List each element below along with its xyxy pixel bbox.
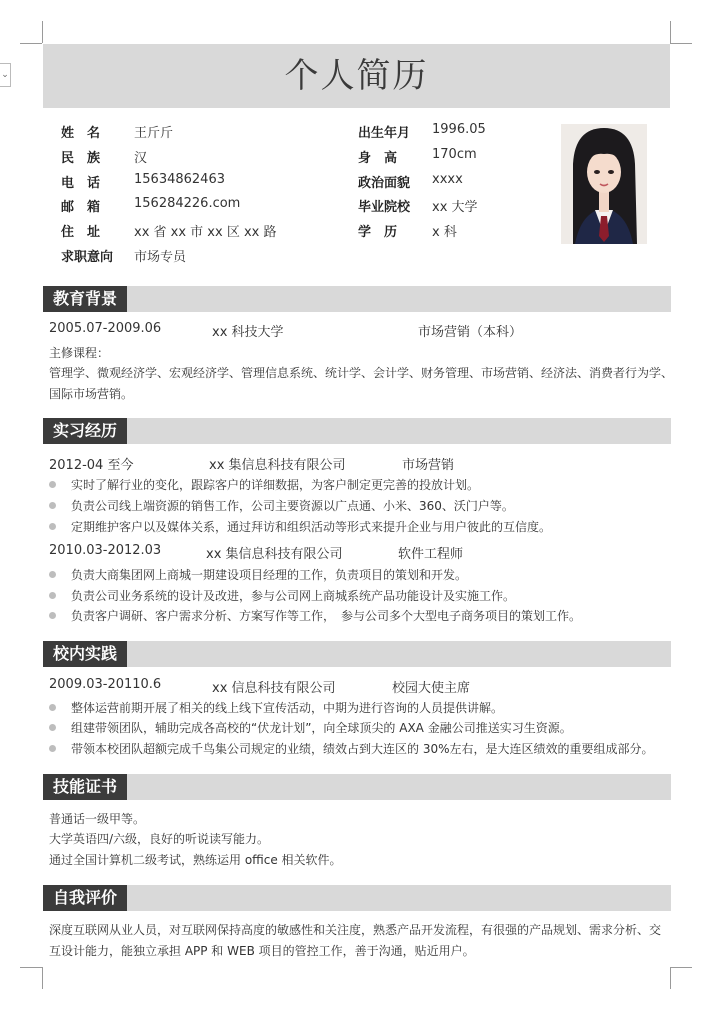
job-period: 2010.03-2012.03 <box>49 543 162 558</box>
section-campus-header <box>43 641 671 667</box>
chevron-down-icon[interactable]: ⌄ <box>0 63 11 87</box>
info-label-email: 邮 箱 <box>61 200 101 215</box>
education-courses-line: 管理学、微观经济学、宏观经济学、管理信息系统、统计学、会计学、财务管理、市场营销、经济法、消费者行为学、 <box>49 366 674 380</box>
list-item <box>49 476 479 493</box>
list-item <box>49 587 515 604</box>
skill-line: 通过全国计算机二级考试，熟练运用 office 相关软件。 <box>49 853 342 867</box>
campus-role: 校园大使主席 <box>392 681 471 696</box>
portrait-illustration <box>561 124 647 244</box>
bullet-dot <box>49 523 56 530</box>
section-self-eval-title: 自我评价 <box>43 885 127 911</box>
list-item-text: 负责公司业务系统的设计及改进，参与公司网上商城系统产品功能设计及实施工作。 <box>71 589 516 603</box>
section-internship-title: 实习经历 <box>43 418 127 444</box>
info-label-political: 政治面貌 <box>358 176 411 191</box>
info-label-objective: 求职意向 <box>61 250 114 265</box>
portrait-photo <box>561 124 647 244</box>
skill-line: 普通话一级甲等。 <box>49 812 146 826</box>
list-item-text: 实时了解行业的变化，跟踪客户的详细数据，为客户制定更完善的投放计划。 <box>71 478 480 492</box>
list-item-text: 负责公司线上端资源的销售工作，公司主要资源以广点通、小米、360、沃门户等。 <box>71 499 514 513</box>
education-school: xx 科技大学 <box>212 325 284 340</box>
info-label-name: 姓 名 <box>61 126 101 141</box>
crop-mark <box>42 967 43 989</box>
list-item-text: 负责客户调研、客户需求分析、方案写作等工作， 参与公司多个大型电子商务项目的策划工作。 <box>71 609 582 623</box>
info-value-email: 156284226.com <box>134 196 241 211</box>
info-value-height: 170cm <box>432 147 477 162</box>
crop-mark <box>670 967 692 968</box>
info-value-degree: x 科 <box>432 225 457 240</box>
list-item-text: 负责大商集团网上商城一期建设项目经理的工作，负责项目的策划和开发。 <box>71 568 468 582</box>
crop-mark <box>670 21 671 43</box>
page-title: 个人简历 <box>43 44 670 108</box>
job-role: 市场营销 <box>402 458 455 473</box>
section-education-title: 教育背景 <box>43 286 127 312</box>
crop-mark <box>670 43 692 44</box>
bullet-dot <box>49 502 56 509</box>
section-education-header <box>43 286 671 312</box>
info-label-address: 住 址 <box>61 225 101 240</box>
education-major: 市场营销（本科） <box>418 325 523 340</box>
info-label-height: 身 高 <box>358 151 398 166</box>
info-value-political: xxxx <box>432 172 463 187</box>
list-item <box>49 497 514 514</box>
campus-period: 2009.03-20110.6 <box>49 677 162 692</box>
job-company: xx 集信息科技有限公司 <box>209 458 346 473</box>
crop-mark <box>20 967 42 968</box>
campus-company: xx 信息科技有限公司 <box>212 681 336 696</box>
bullet-dot <box>49 612 56 619</box>
section-self-eval-header <box>43 885 671 911</box>
bullet-dot <box>49 724 56 731</box>
bullet-dot <box>49 745 56 752</box>
list-item <box>49 719 572 736</box>
bullet-dot <box>49 704 56 711</box>
info-label-phone: 电 话 <box>61 176 101 191</box>
job-role: 软件工程师 <box>398 547 464 562</box>
info-label-ethnicity: 民 族 <box>61 151 101 166</box>
list-item <box>49 518 551 535</box>
info-value-name: 王斤斤 <box>134 126 174 141</box>
info-value-address: xx 省 xx 市 xx 区 xx 路 <box>134 225 277 240</box>
crop-mark <box>20 43 42 44</box>
job-company: xx 集信息科技有限公司 <box>206 547 343 562</box>
info-value-ethnicity: 汉 <box>134 151 148 166</box>
education-courses-line: 国际市场营销。 <box>49 387 134 401</box>
info-label-degree: 学 历 <box>358 225 398 240</box>
info-value-birth: 1996.05 <box>432 122 486 137</box>
list-item-text: 定期维护客户以及媒体关系，通过拜访和组织活动等形式来提升企业与用户彼此的互信度。 <box>71 520 552 534</box>
list-item <box>49 699 503 716</box>
list-item-text: 整体运营前期开展了相关的线上线下宣传活动，中期为进行咨询的人员提供讲解。 <box>71 701 504 715</box>
section-skills-title: 技能证书 <box>43 774 127 800</box>
list-item <box>49 566 467 583</box>
education-courses-label: 主修课程： <box>49 346 110 360</box>
crop-mark <box>42 21 43 43</box>
list-item <box>49 740 654 757</box>
list-item-text: 带领本校团队超额完成千鸟集公司规定的业绩，绩效占到大连区的 30%左右，是大连区绩效的重要组成部分。 <box>71 742 654 756</box>
info-label-birth: 出生年月 <box>358 126 411 141</box>
bullet-dot <box>49 592 56 599</box>
self-eval-line: 深度互联网从业人员，对互联网保持高度的敏感性和关注度，熟悉产品开发流程，有很强的产品规划、需求分析、交 <box>49 923 662 937</box>
job-period: 2012-04 至今 <box>49 458 134 473</box>
education-period: 2005.07-2009.06 <box>49 321 162 336</box>
bullet-dot <box>49 571 56 578</box>
section-skills-header <box>43 774 671 800</box>
section-internship-header <box>43 418 671 444</box>
skill-line: 大学英语四/六级，良好的听说读写能力。 <box>49 832 270 846</box>
list-item <box>49 607 581 624</box>
self-eval-line: 互设计能力，能独立承担 APP 和 WEB 项目的管控工作，善于沟通，贴近用户。 <box>49 944 475 958</box>
info-value-school: xx 大学 <box>432 200 478 215</box>
crop-mark <box>670 967 671 989</box>
bullet-dot <box>49 481 56 488</box>
info-value-phone: 15634862463 <box>134 172 225 187</box>
info-value-objective: 市场专员 <box>134 250 187 265</box>
section-campus-title: 校内实践 <box>43 641 127 667</box>
info-label-school: 毕业院校 <box>358 200 411 215</box>
list-item-text: 组建带领团队，辅助完成各高校的“伏龙计划”，向全球顶尖的 AXA 金融公司推送实习生资源。 <box>71 721 572 735</box>
